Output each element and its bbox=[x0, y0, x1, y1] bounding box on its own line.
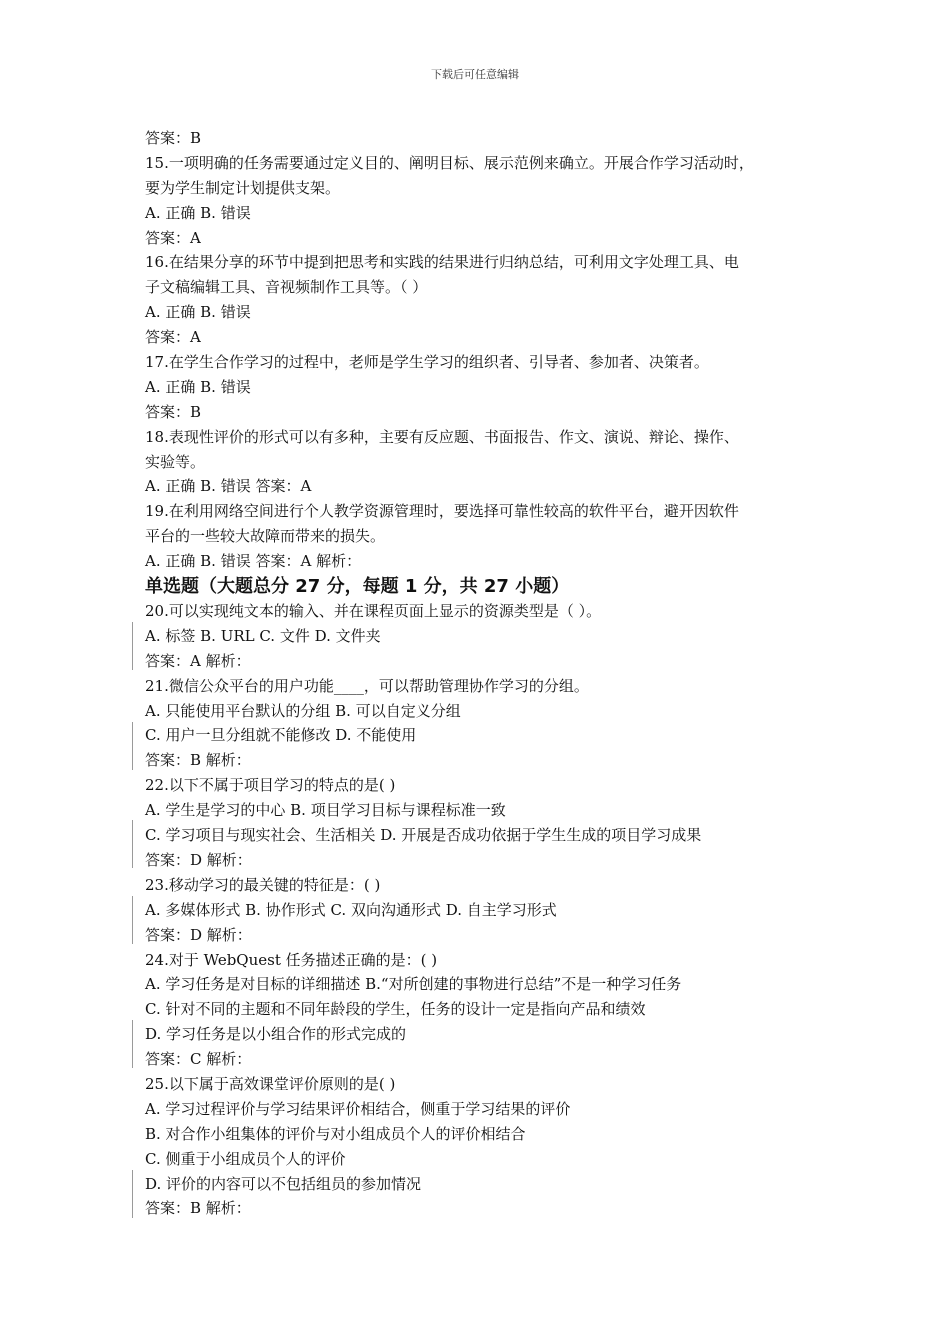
true-false-block bbox=[145, 126, 825, 574]
text-line: 答案：A bbox=[145, 228, 201, 247]
text-line: D. 学习任务是以小组合作的形式完成的 bbox=[145, 1025, 407, 1044]
single-choice-block bbox=[145, 599, 825, 1221]
text-line: 平台的一些较大故障而带来的损失。 bbox=[145, 527, 386, 546]
section-title: 单选题（大题总分 27 分，每题 1 分，共 27 小题） bbox=[145, 576, 570, 598]
text-line: A. 标签 B. URL C. 文件 D. 文件夹 bbox=[145, 626, 381, 645]
text-line: A. 多媒体形式 B. 协作形式 C. 双向沟通形式 D. 自主学习形式 bbox=[145, 900, 557, 919]
text-line: 答案：B bbox=[145, 129, 202, 147]
text-line: 答案：D 解析： bbox=[145, 850, 252, 869]
text-line: B. 对合作小组集体的评价与对小组成员个人的评价相结合 bbox=[145, 1124, 526, 1143]
text-line: A. 正确 B. 错误 bbox=[145, 203, 251, 222]
page-header: 下载后可任意编辑 bbox=[431, 68, 519, 81]
text-line: A. 学生是学习的中心 B. 项目学习目标与课程标准一致 bbox=[145, 801, 506, 820]
text-line: 22.以下不属于项目学习的特点的是( ) bbox=[145, 776, 396, 795]
text-line: 答案：C 解析： bbox=[145, 1050, 252, 1069]
text-line: 子文稿编辑工具、音视频制作工具等。（ ） bbox=[145, 278, 428, 297]
change-bar bbox=[132, 1170, 133, 1218]
text-line: 答案：B bbox=[145, 402, 202, 421]
change-bar bbox=[132, 722, 133, 770]
change-bar bbox=[132, 1020, 133, 1068]
text-line: A. 学习过程评价与学习结果评价相结合，侧重于学习结果的评价 bbox=[145, 1099, 571, 1118]
text-line: 要为学生制定计划提供支架。 bbox=[145, 178, 341, 197]
text-line: 23.移动学习的最关键的特征是：( ) bbox=[145, 875, 381, 894]
text-line: C. 学习项目与现实社会、生活相关 D. 开展是否成功依据于学生生成的项目学习成果 bbox=[145, 826, 702, 845]
text-line: A. 学习任务是对目标的详细描述 B.“对所创建的事物进行总结”不是一种学习任务 bbox=[145, 975, 682, 994]
text-line: C. 用户一旦分组就不能修改 D. 不能使用 bbox=[145, 726, 417, 745]
text-line: 16.在结果分享的环节中提到把思考和实践的结果进行归纳总结，可利用文字处理工具、电 bbox=[145, 253, 739, 272]
text-line: 答案：B 解析： bbox=[145, 751, 251, 770]
text-line: D. 评价的内容可以不包括组员的参加情况 bbox=[145, 1174, 422, 1193]
text-line: A. 正确 B. 错误 bbox=[145, 303, 251, 322]
text-line: 25.以下属于高效课堂评价原则的是( ) bbox=[145, 1074, 396, 1093]
text-line: A. 正确 B. 错误 答案：A 解析： bbox=[145, 552, 362, 571]
text-line: 实验等。 bbox=[145, 452, 206, 471]
text-line: 答案：A 解析： bbox=[145, 651, 251, 670]
text-line: 19.在利用网络空间进行个人教学资源管理时，要选择可靠性较高的软件平台，避开因软件 bbox=[145, 502, 739, 521]
text-line: C. 侧重于小组成员个人的评价 bbox=[145, 1149, 346, 1168]
text-line: 21.微信公众平台的用户功能____，可以帮助管理协作学习的分组。 bbox=[145, 676, 589, 695]
change-bar bbox=[132, 622, 133, 670]
text-line: 15.一项明确的任务需要通过定义目的、阐明目标、展示范例来确立。开展合作学习活动时， bbox=[145, 153, 754, 172]
text-line: 20.可以实现纯文本的输入、并在课程页面上显示的资源类型是（ ）。 bbox=[145, 602, 602, 621]
text-line: 答案：B 解析： bbox=[145, 1199, 251, 1218]
text-line: 17.在学生合作学习的过程中，老师是学生学习的组织者、引导者、参加者、决策者。 bbox=[145, 353, 709, 372]
text-line: 答案：A bbox=[145, 328, 201, 347]
change-bar bbox=[132, 820, 133, 868]
document-body bbox=[145, 126, 825, 1221]
text-line: A. 正确 B. 错误 答案：A bbox=[145, 477, 312, 496]
text-line: A. 只能使用平台默认的分组 B. 可以自定义分组 bbox=[145, 701, 461, 720]
text-line: 答案：D 解析： bbox=[145, 925, 252, 944]
text-line: 18.表现性评价的形式可以有多种，主要有反应题、书面报告、作文、演说、辩论、操作、 bbox=[145, 427, 739, 446]
change-bar bbox=[132, 896, 133, 944]
text-line: 24.对于 WebQuest 任务描述正确的是：( ) bbox=[145, 950, 438, 969]
text-line: C. 针对不同的主题和不同年龄段的学生，任务的设计一定是指向产品和绩效 bbox=[145, 1000, 646, 1019]
text-line: A. 正确 B. 错误 bbox=[145, 377, 251, 396]
